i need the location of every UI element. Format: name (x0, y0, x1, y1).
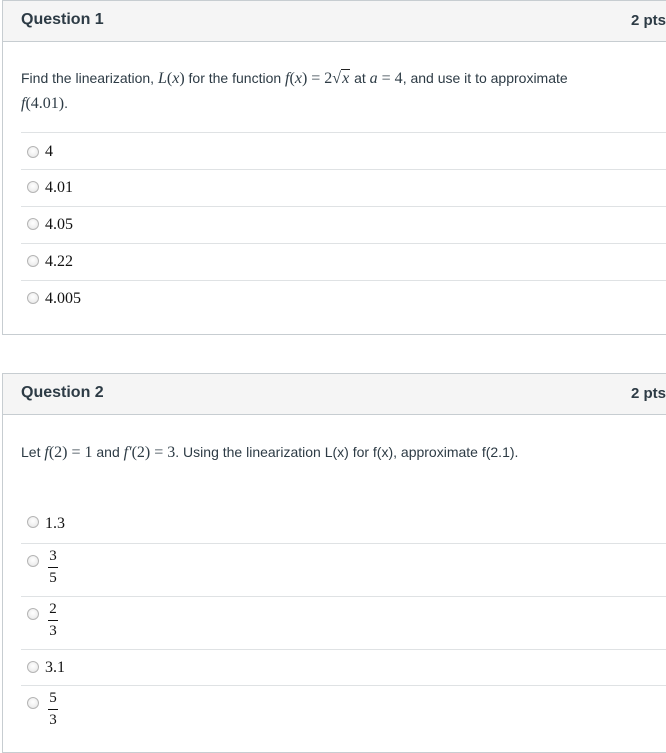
question-points: 2 pts (630, 385, 666, 402)
question-1 (2, 0, 666, 335)
question-header (3, 374, 666, 415)
answer-text: 4.01 (45, 179, 73, 196)
answer-fraction: 3 5 (49, 548, 57, 586)
answer-text: 4.05 (45, 216, 73, 233)
radio-button[interactable] (27, 181, 39, 193)
question-title: Question 2 (21, 384, 104, 401)
answer-option[interactable] (21, 507, 666, 543)
radio-button[interactable] (27, 697, 39, 709)
answer-option[interactable] (21, 132, 666, 169)
radio-button[interactable] (27, 555, 39, 567)
answer-text: 4.005 (45, 290, 81, 307)
question-points: 2 pts (630, 12, 666, 29)
answer-option[interactable] (21, 596, 666, 649)
answer-option[interactable] (21, 169, 666, 206)
radio-button[interactable] (27, 218, 39, 230)
answer-list (21, 132, 666, 317)
answer-option[interactable] (21, 243, 666, 280)
answer-option[interactable] (21, 543, 666, 596)
answer-fraction: 2 3 (49, 601, 57, 639)
question-text: Let f(2) = 1 and f′(2) = 3. Using the linearization L(x) for f(x), approximate f(2.1). (21, 444, 519, 461)
answer-list (21, 507, 666, 738)
answer-text: 3.1 (45, 659, 65, 676)
radio-button[interactable] (27, 608, 39, 620)
answer-option[interactable] (21, 649, 666, 685)
sqrt-symbol: √x (332, 70, 350, 87)
question-title: Question 1 (21, 11, 104, 28)
answer-option[interactable] (21, 206, 666, 243)
radio-button[interactable] (27, 661, 39, 673)
question-2 (2, 373, 666, 753)
radio-button[interactable] (27, 292, 39, 304)
answer-option[interactable] (21, 280, 666, 317)
radio-button[interactable] (27, 255, 39, 267)
question-header (3, 1, 666, 42)
answer-text: 4 (45, 143, 53, 160)
question-text: Find the linearization, L(x) for the function f(x) = 2√x at a = 4, and use it to approximate f(4.01). (21, 66, 631, 116)
answer-option[interactable] (21, 685, 666, 738)
answer-text: 4.22 (45, 253, 73, 270)
radio-button[interactable] (27, 516, 39, 528)
answer-fraction: 5 3 (49, 690, 57, 728)
answer-text: 1.3 (45, 515, 65, 532)
radio-button[interactable] (27, 146, 39, 158)
